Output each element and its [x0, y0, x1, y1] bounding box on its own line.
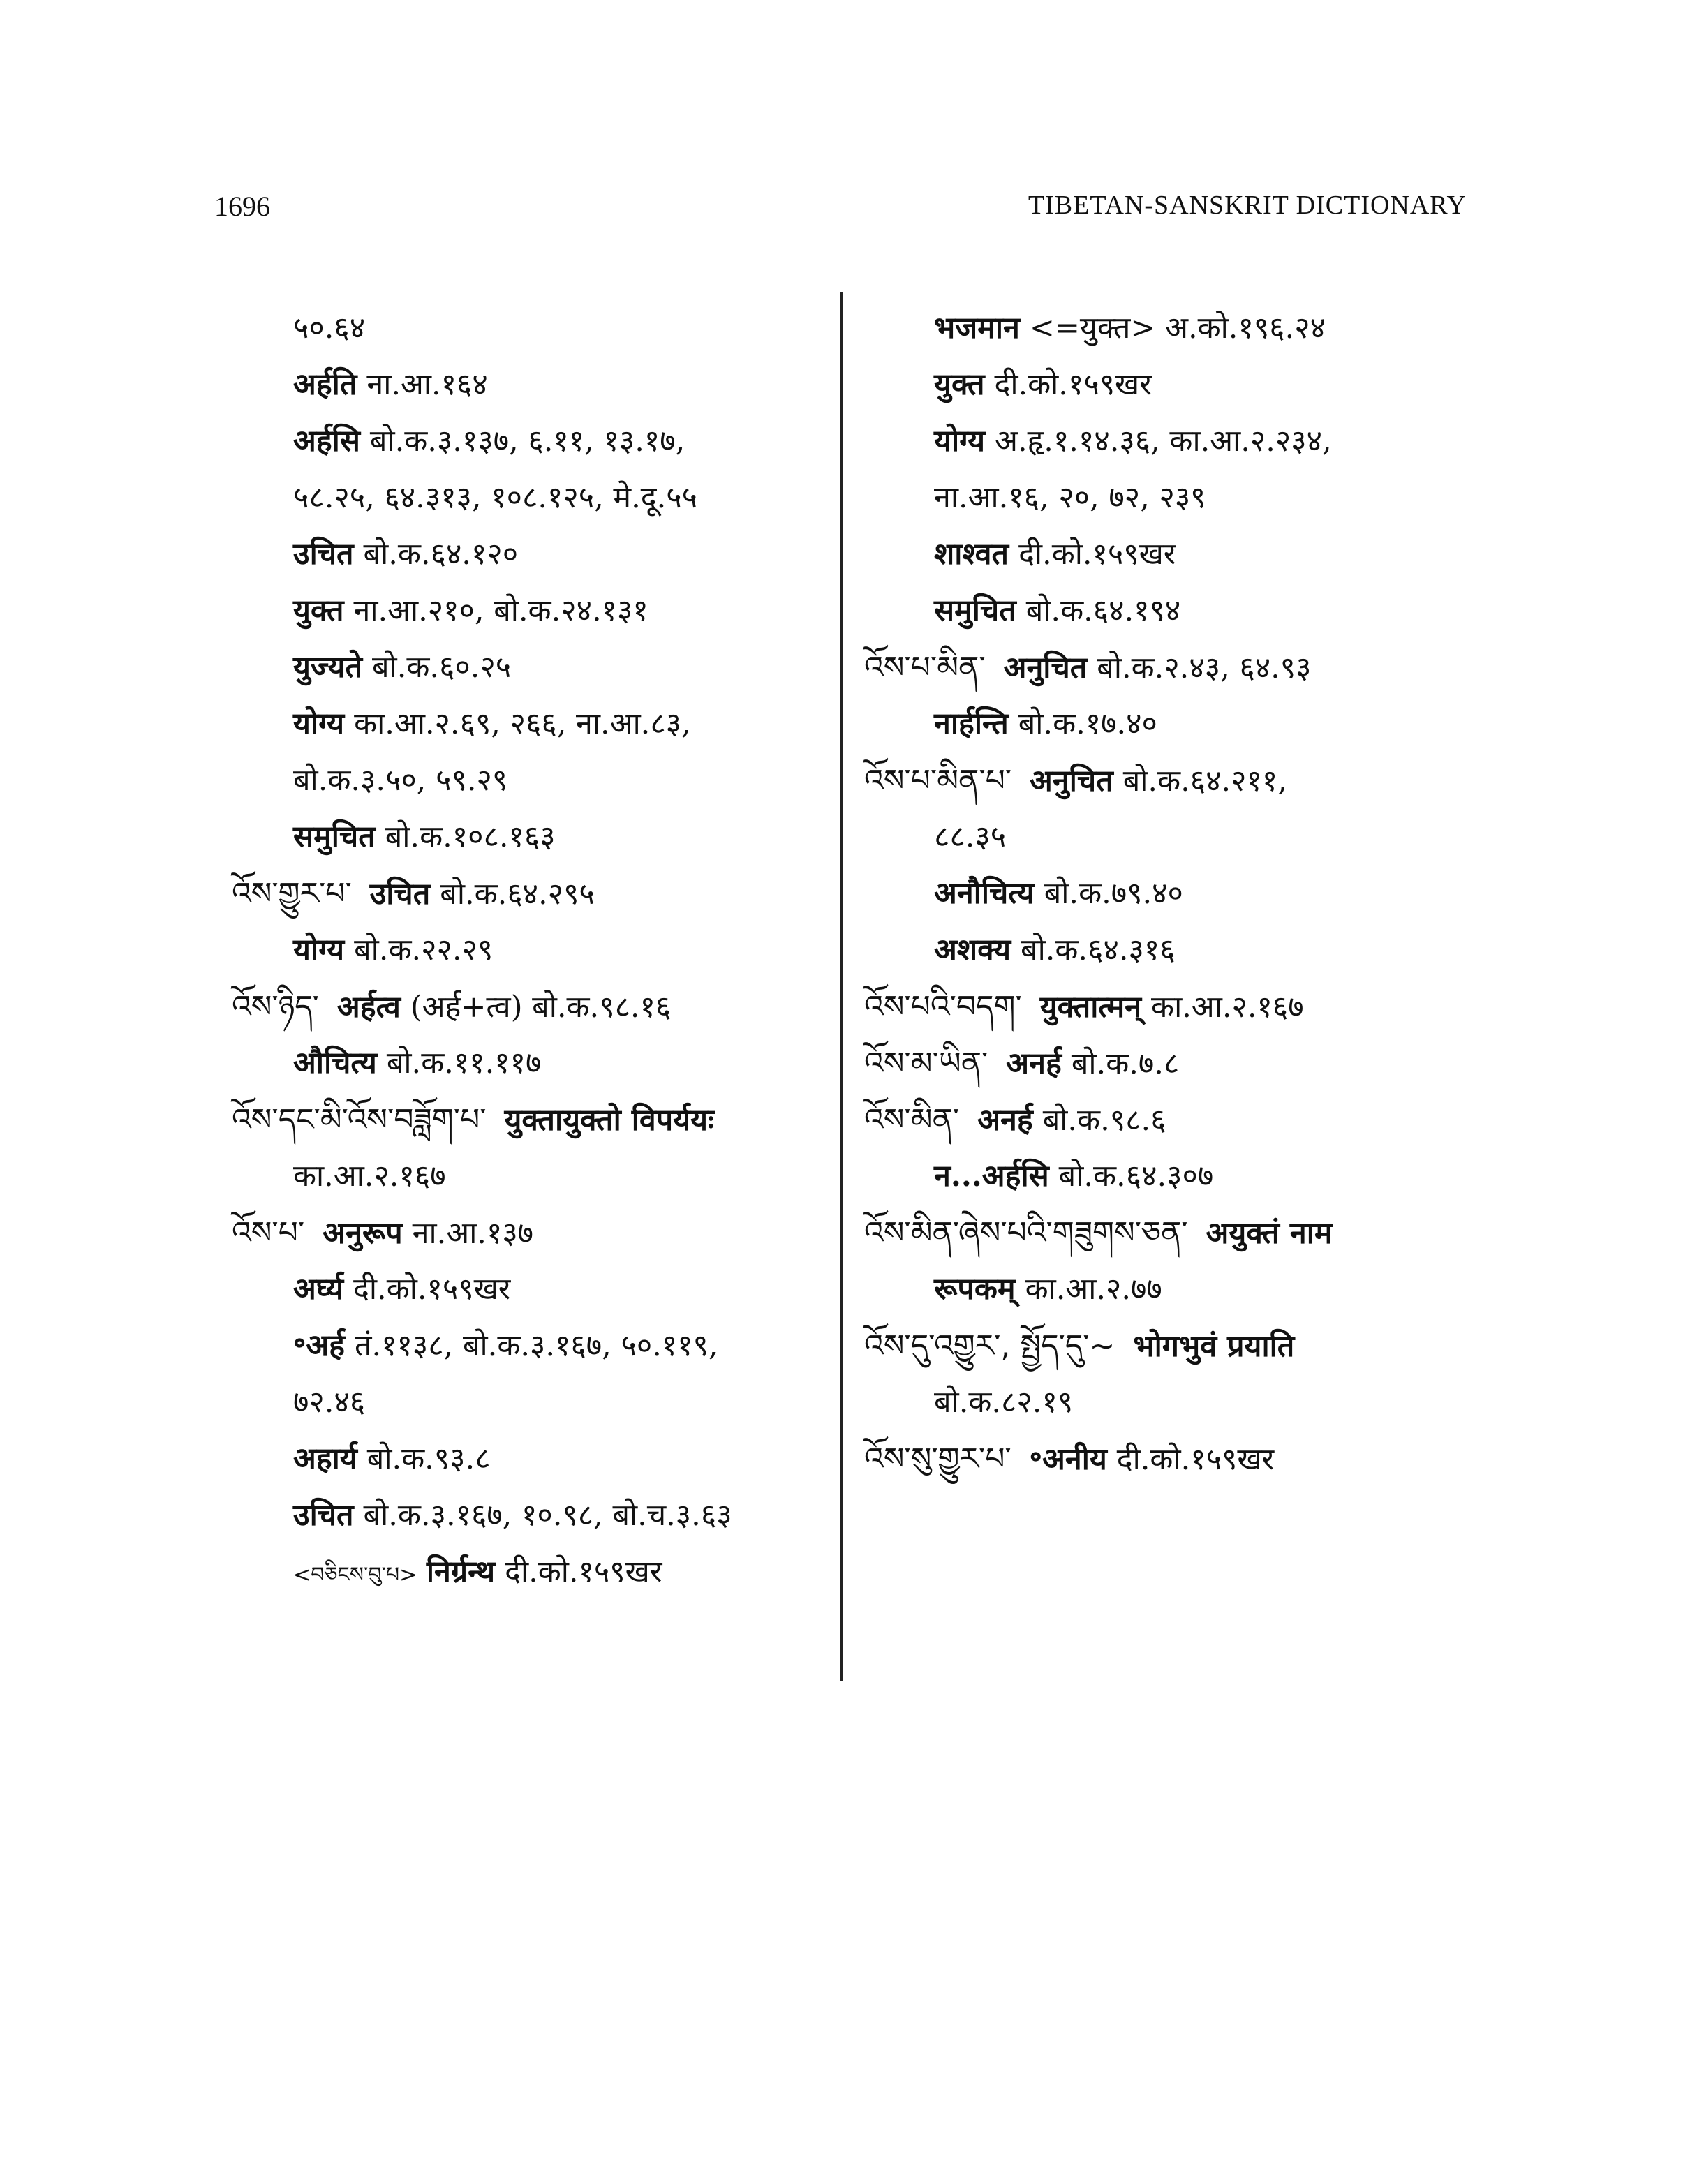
reference: बो.क.६४.३१६: [1021, 933, 1176, 967]
reference: बो.क.१७.४०: [1018, 706, 1157, 741]
tibetan-headword: འོས་པའི་བདག་: [864, 989, 1022, 1025]
entry-headword-line: [232, 1205, 825, 1261]
reference: बो.क.६४.३०७: [1058, 1159, 1214, 1194]
tibetan-headword: འོས་སུ་གྱུར་པ་: [864, 1441, 1011, 1477]
sanskrit-term: योग्य: [293, 706, 345, 741]
reference: का.आ.२.६९, २६६, ना.आ.८३,: [354, 706, 691, 741]
entry-headword-line: [232, 979, 825, 1035]
reference: बो.क.६४.१९४: [1025, 593, 1181, 628]
entry-headword-line: [864, 1431, 1478, 1487]
entry-line: [232, 696, 825, 752]
reference: बो.क.६४.२९५: [440, 877, 595, 912]
sanskrit-term: भजमान: [934, 311, 1020, 346]
reference: बो.क.९८.६: [1042, 1103, 1166, 1138]
sanskrit-term: युक्तात्मन्: [1039, 990, 1142, 1025]
reference: ना.आ.१६, २०, ७२, २३९: [934, 480, 1206, 515]
reference: ७२.४६: [293, 1385, 366, 1420]
sanskrit-term: भोगभुवं प्रयाति: [1133, 1329, 1295, 1364]
sanskrit-term: उचित: [293, 1498, 354, 1533]
sanskrit-term: अर्हत्व: [336, 990, 401, 1025]
entry-line: [864, 922, 1478, 979]
reference: ५८.२५, ६४.३१३, १०८.१२५, मे.दू.५५: [293, 480, 698, 515]
entry-line: [232, 1487, 825, 1544]
tibetan-headword: འོས་མིན་: [864, 1102, 960, 1138]
reference: बो.क.८२.१९: [934, 1385, 1074, 1420]
sanskrit-term: योग्य: [293, 933, 345, 967]
tibetan-headword: འོས་མིན་ཞེས་པའི་གཟུགས་ཅན་: [864, 1215, 1188, 1251]
tibetan-headword: འོས་པ་མིན་: [864, 650, 986, 685]
reference: ना.आ.१६४: [366, 367, 488, 402]
reference: अ.हृ.१.१४.३६, का.आ.२.२३४,: [995, 424, 1332, 459]
tibetan-headword: འོས་མ་ཡིན་: [864, 1046, 988, 1081]
entry-line: [864, 357, 1478, 413]
entry-headword-line: [232, 866, 825, 922]
reference: तं.११३८, बो.क.३.१६७, ५०.११९,: [355, 1328, 718, 1363]
entry-line: [864, 413, 1478, 470]
reference: का.आ.२.७७: [1025, 1272, 1162, 1307]
reference: बो.क.२२.२९: [354, 933, 494, 967]
sanskrit-term: युज्यते: [293, 650, 362, 685]
sanskrit-term: अनर्ह: [977, 1103, 1033, 1138]
sanskrit-term: ॰अर्ह: [293, 1328, 346, 1363]
entry-line: [232, 1374, 825, 1431]
entry-headword-line: [864, 979, 1478, 1035]
sanskrit-term: औचित्य: [293, 1046, 377, 1080]
entry-line: [232, 1544, 825, 1600]
reference: का.आ.२.१६७: [293, 1159, 446, 1194]
reference: दी.को.१५९खर: [1116, 1442, 1275, 1477]
sanskrit-term: निर्ग्रन्थ: [426, 1554, 496, 1589]
tibetan-note: <བཅིངས་བུ་པ>: [293, 1563, 417, 1587]
entry-headword-line: [864, 639, 1478, 696]
entry-line: [864, 583, 1478, 639]
tibetan-headword: འོས་པ་མིན་པ་: [864, 763, 1012, 798]
entry-headword-line: [864, 752, 1478, 809]
sanskrit-term: अर्घ्य: [293, 1272, 344, 1307]
tibetan-headword: འོས་གྱུར་པ་: [232, 876, 352, 912]
right-column: [864, 300, 1478, 1487]
entry-headword-line: [864, 1318, 1478, 1374]
reference: बो.क.७९.४०: [1044, 876, 1183, 911]
sanskrit-term: समुचित: [293, 819, 376, 854]
reference: बो.क.३.१३७, ६.११, १३.१७,: [369, 424, 685, 459]
sanskrit-term: उचित: [369, 877, 431, 912]
entry-line: [232, 357, 825, 413]
entry-line: [232, 639, 825, 696]
reference: बो.क.६०.२५: [372, 650, 512, 685]
sanskrit-term: शाश्वत: [934, 537, 1009, 572]
entry-headword-line: [864, 1035, 1478, 1092]
reference: ना.आ.२१०, बो.क.२४.१३१: [353, 593, 648, 628]
sanskrit-term: अनर्ह: [1006, 1046, 1062, 1081]
entry-line: [232, 1035, 825, 1092]
reference: ना.आ.१३७: [412, 1216, 534, 1251]
entry-line: [232, 300, 825, 357]
entry-line: [232, 583, 825, 639]
page-number: 1696: [214, 191, 270, 222]
reference: बो.क.२.४३, ६४.९३: [1097, 651, 1312, 685]
reference: बो.क.३.५०, ५९.२९: [293, 763, 508, 798]
tibetan-headword: འོས་ཉིད་: [232, 989, 319, 1025]
sanskrit-term: अहार्य: [293, 1441, 357, 1476]
sanskrit-term: अर्हसि: [293, 424, 360, 459]
entry-line: [232, 470, 825, 526]
entry-line: [864, 1148, 1478, 1205]
reference: ५०.६४: [293, 311, 366, 346]
reference: का.आ.२.१६७: [1151, 990, 1304, 1025]
entry-line: [232, 1431, 825, 1487]
sanskrit-term: समुचित: [934, 593, 1016, 628]
sanskrit-term: अनुचित: [1030, 764, 1113, 798]
reference: बो.क.११.११७: [386, 1046, 542, 1080]
entry-line: [864, 809, 1478, 866]
sanskrit-term: अनौचित्य: [934, 876, 1035, 911]
entry-headword-line: [232, 1092, 825, 1148]
entry-headword-line: [864, 1205, 1478, 1261]
sanskrit-term: योग्य: [934, 424, 986, 459]
sanskrit-term: नार्हन्ति: [934, 706, 1009, 741]
left-column: [232, 300, 825, 1600]
entry-line: [232, 526, 825, 583]
reference: दी.को.१५९खर: [994, 367, 1152, 402]
entry-line: [864, 470, 1478, 526]
entry-line: [232, 1261, 825, 1318]
entry-line: [232, 752, 825, 809]
tibetan-headword: འོས་པ་: [232, 1215, 305, 1251]
sanskrit-term: अर्हति: [293, 367, 357, 402]
reference: बो.क.६४.१२०: [363, 537, 519, 572]
entry-line: [232, 922, 825, 979]
column-divider: [840, 292, 843, 1681]
entry-line: [864, 1261, 1478, 1318]
sanskrit-term: युक्तायुक्तो विपर्ययः: [504, 1103, 714, 1138]
reference: दी.को.१५९खर: [353, 1272, 511, 1307]
entry-line: [232, 809, 825, 866]
reference: बो.क.३.१६७, १०.९८, बो.च.३.६३: [363, 1498, 732, 1533]
tibetan-headword: འོས་དུ་འགྱུར་, སྤྱོད་དུ་~: [864, 1328, 1115, 1364]
entry-headword-line: [864, 1092, 1478, 1148]
sanskrit-term: रूपकम्: [934, 1272, 1016, 1307]
reference: <=युक्त> अ.को.१९६.२४: [1029, 311, 1326, 346]
entry-line: [864, 696, 1478, 752]
entry-line: [864, 866, 1478, 922]
entry-line: [864, 1374, 1478, 1431]
sanskrit-term: अनुचित: [1003, 651, 1088, 685]
sanskrit-term: अनुरूप: [323, 1216, 403, 1251]
reference: (अर्ह+त्व) बो.क.९८.१६: [410, 990, 672, 1025]
entry-line: [864, 526, 1478, 583]
running-head: TIBETAN-SANSKRIT DICTIONARY: [1028, 191, 1467, 220]
reference: बो.क.१०८.१६३: [385, 819, 556, 854]
sanskrit-term: युक्त: [293, 593, 344, 628]
sanskrit-term: ॰अनीय: [1029, 1442, 1107, 1477]
sanskrit-term: न...अर्हसि: [934, 1159, 1049, 1194]
reference: दी.को.१५९खर: [1018, 537, 1176, 572]
sanskrit-term: अशक्य: [934, 933, 1011, 967]
entry-line: [232, 1148, 825, 1205]
sanskrit-term: युक्त: [934, 367, 985, 402]
tibetan-headword: འོས་དང་མི་འོས་བཟློག་པ་: [232, 1102, 487, 1138]
reference: बो.क.९३.८: [366, 1441, 491, 1476]
sanskrit-term: अयुक्तं नाम: [1206, 1216, 1333, 1251]
reference: दी.को.१५९खर: [505, 1554, 662, 1589]
reference: बो.क.६४.२११,: [1122, 764, 1287, 798]
entry-line: [864, 300, 1478, 357]
reference: ८८.३५: [934, 819, 1007, 854]
entry-line: [232, 1318, 825, 1374]
sanskrit-term: उचित: [293, 537, 354, 572]
entry-line: [232, 413, 825, 470]
reference: बो.क.७.८: [1071, 1046, 1180, 1081]
